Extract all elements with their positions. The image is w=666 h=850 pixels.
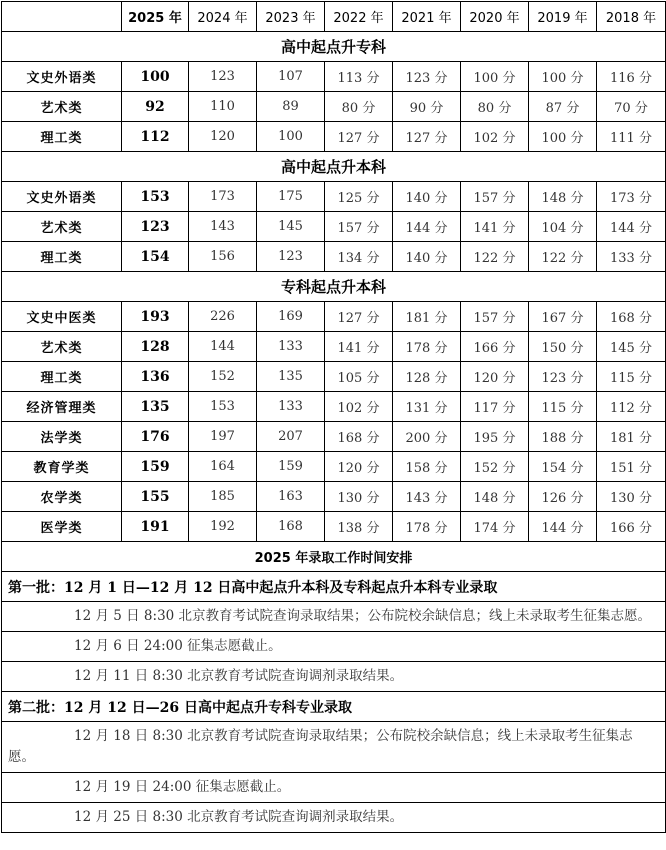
table-row <box>2 212 666 242</box>
score-cell: 89 <box>257 92 325 122</box>
category-cell: 理工类 <box>2 362 122 392</box>
category-cell: 文史外语类 <box>2 62 122 92</box>
table-row <box>2 122 666 152</box>
score-cell: 168 <box>257 512 325 542</box>
score-cell: 133 <box>257 332 325 362</box>
score-cell: 178 分 <box>393 512 461 542</box>
score-cell: 110 <box>189 92 257 122</box>
table-row <box>2 452 666 482</box>
score-cell: 115 分 <box>597 362 666 392</box>
score-cell: 152 分 <box>461 452 529 482</box>
score-cell: 145 分 <box>597 332 666 362</box>
schedule-item-text: 12 月 18 日 8:30 北京教育考试院查询录取结果；公布院校余缺信息；线上未录取考生征集志愿。 <box>8 728 633 765</box>
score-cell: 92 <box>122 92 189 122</box>
score-cell: 200 分 <box>393 422 461 452</box>
table-row <box>2 332 666 362</box>
schedule-item-row <box>2 602 666 632</box>
score-cell: 120 分 <box>325 452 393 482</box>
score-cell: 116 分 <box>597 62 666 92</box>
table-row <box>2 302 666 332</box>
score-cell: 122 分 <box>461 242 529 272</box>
score-cell: 117 分 <box>461 392 529 422</box>
table-row <box>2 182 666 212</box>
category-cell: 法学类 <box>2 422 122 452</box>
section-title: 高中起点升本科 <box>2 152 666 182</box>
score-cell: 80 分 <box>325 92 393 122</box>
score-cell: 144 分 <box>597 212 666 242</box>
score-cell: 100 <box>122 62 189 92</box>
score-cell: 145 <box>257 212 325 242</box>
table-row <box>2 242 666 272</box>
category-cell: 教育学类 <box>2 452 122 482</box>
score-cell: 112 <box>122 122 189 152</box>
header-cell-year: 2020 年 <box>461 2 529 32</box>
score-cell: 155 <box>122 482 189 512</box>
score-cell: 197 <box>189 422 257 452</box>
score-cell: 174 分 <box>461 512 529 542</box>
table-row <box>2 422 666 452</box>
score-cell: 102 分 <box>325 392 393 422</box>
header-cell-year: 2023 年 <box>257 2 325 32</box>
score-cell: 168 分 <box>325 422 393 452</box>
score-cell: 134 分 <box>325 242 393 272</box>
category-cell: 理工类 <box>2 122 122 152</box>
category-cell: 农学类 <box>2 482 122 512</box>
section-title: 高中起点升专科 <box>2 32 666 62</box>
score-cell: 167 分 <box>529 302 597 332</box>
section-title: 专科起点升本科 <box>2 272 666 302</box>
score-cell: 113 分 <box>325 62 393 92</box>
score-cell: 178 分 <box>393 332 461 362</box>
score-cell: 128 <box>122 332 189 362</box>
score-cell: 123 分 <box>393 62 461 92</box>
score-cell: 127 分 <box>393 122 461 152</box>
schedule-item-text: 12 月 25 日 8:30 北京教育考试院查询调剂录取结果。 <box>74 809 404 825</box>
score-cell: 158 分 <box>393 452 461 482</box>
table-row <box>2 62 666 92</box>
score-cell: 130 分 <box>325 482 393 512</box>
score-cell: 143 <box>189 212 257 242</box>
table-row <box>2 392 666 422</box>
batch-row <box>2 572 666 602</box>
score-cell: 100 <box>257 122 325 152</box>
table-row <box>2 482 666 512</box>
score-cell: 153 <box>189 392 257 422</box>
schedule-item-row <box>2 773 666 803</box>
score-cell: 154 分 <box>529 452 597 482</box>
schedule-item-text: 12 月 19 日 24:00 征集志愿截止。 <box>74 779 291 795</box>
score-cell: 166 分 <box>597 512 666 542</box>
schedule-title: 2025 年录取工作时间安排 <box>2 542 666 572</box>
category-cell: 文史外语类 <box>2 182 122 212</box>
score-cell: 154 <box>122 242 189 272</box>
score-cell: 159 <box>257 452 325 482</box>
category-cell: 艺术类 <box>2 92 122 122</box>
schedule-item-cell <box>2 773 666 803</box>
score-cell: 104 分 <box>529 212 597 242</box>
score-cell: 135 <box>257 362 325 392</box>
score-cell: 168 分 <box>597 302 666 332</box>
score-cell: 164 <box>189 452 257 482</box>
score-cell: 100 分 <box>461 62 529 92</box>
score-cell: 100 分 <box>529 122 597 152</box>
header-row <box>2 2 666 32</box>
score-cell: 144 分 <box>529 512 597 542</box>
schedule-item-cell <box>2 803 666 833</box>
schedule-item-row <box>2 662 666 692</box>
score-cell: 191 <box>122 512 189 542</box>
score-cell: 175 <box>257 182 325 212</box>
score-cell: 143 分 <box>393 482 461 512</box>
score-cell: 152 <box>189 362 257 392</box>
score-cell: 115 分 <box>529 392 597 422</box>
schedule-item-row <box>2 803 666 833</box>
score-cell: 127 分 <box>325 122 393 152</box>
category-cell: 经济管理类 <box>2 392 122 422</box>
table-body <box>2 2 666 833</box>
table-row <box>2 92 666 122</box>
score-cell: 192 <box>189 512 257 542</box>
header-cell-year: 2018 年 <box>597 2 666 32</box>
header-cell-year: 2025 年 <box>122 2 189 32</box>
score-cell: 136 <box>122 362 189 392</box>
score-cell: 159 <box>122 452 189 482</box>
score-cell: 131 分 <box>393 392 461 422</box>
score-cell: 144 <box>189 332 257 362</box>
score-cell: 181 分 <box>393 302 461 332</box>
schedule-item-text: 12 月 6 日 24:00 征集志愿截止。 <box>74 638 282 654</box>
category-cell: 文史中医类 <box>2 302 122 332</box>
category-cell: 艺术类 <box>2 332 122 362</box>
score-cell: 181 分 <box>597 422 666 452</box>
score-cell: 173 分 <box>597 182 666 212</box>
score-cell: 140 分 <box>393 182 461 212</box>
category-cell: 艺术类 <box>2 212 122 242</box>
score-cell: 148 分 <box>529 182 597 212</box>
header-cell-year: 2019 年 <box>529 2 597 32</box>
category-cell: 理工类 <box>2 242 122 272</box>
header-cell-year: 2021 年 <box>393 2 461 32</box>
score-cell: 141 分 <box>461 212 529 242</box>
score-cell: 123 分 <box>529 362 597 392</box>
batch-title: 第二批：12 月 12 日—26 日高中起点升专科专业录取 <box>2 692 666 722</box>
score-cell: 87 分 <box>529 92 597 122</box>
score-cell: 105 分 <box>325 362 393 392</box>
score-cell: 173 <box>189 182 257 212</box>
score-cell: 127 分 <box>325 302 393 332</box>
score-cell: 102 分 <box>461 122 529 152</box>
score-cell: 80 分 <box>461 92 529 122</box>
schedule-item-cell <box>2 602 666 632</box>
score-cell: 151 分 <box>597 452 666 482</box>
score-cell: 163 <box>257 482 325 512</box>
score-cell: 112 分 <box>597 392 666 422</box>
score-cell: 169 <box>257 302 325 332</box>
score-cell: 156 <box>189 242 257 272</box>
section-header-row <box>2 272 666 302</box>
table-row <box>2 512 666 542</box>
score-cell: 140 分 <box>393 242 461 272</box>
score-cell: 207 <box>257 422 325 452</box>
score-cell: 153 <box>122 182 189 212</box>
admission-score-table <box>1 1 666 833</box>
schedule-item-text: 12 月 5 日 8:30 北京教育考试院查询录取结果；公布院校余缺信息；线上未录取考生征集志愿。 <box>74 608 652 624</box>
score-cell: 166 分 <box>461 332 529 362</box>
score-cell: 111 分 <box>597 122 666 152</box>
score-cell: 157 分 <box>461 182 529 212</box>
score-cell: 120 分 <box>461 362 529 392</box>
schedule-item-cell <box>2 662 666 692</box>
score-cell: 135 <box>122 392 189 422</box>
category-cell: 医学类 <box>2 512 122 542</box>
section-header-row <box>2 32 666 62</box>
schedule-item-row <box>2 632 666 662</box>
score-cell: 123 <box>189 62 257 92</box>
schedule-item-cell <box>2 722 666 773</box>
score-cell: 157 分 <box>325 212 393 242</box>
score-cell: 123 <box>257 242 325 272</box>
batch-row <box>2 692 666 722</box>
score-cell: 150 分 <box>529 332 597 362</box>
score-cell: 133 <box>257 392 325 422</box>
score-cell: 125 分 <box>325 182 393 212</box>
batch-title: 第一批：12 月 1 日—12 月 12 日高中起点升本科及专科起点升本科专业录取 <box>2 572 666 602</box>
section-header-row <box>2 152 666 182</box>
score-cell: 193 <box>122 302 189 332</box>
score-cell: 176 <box>122 422 189 452</box>
score-cell: 120 <box>189 122 257 152</box>
score-cell: 130 分 <box>597 482 666 512</box>
header-cell-year: 2024 年 <box>189 2 257 32</box>
score-cell: 133 分 <box>597 242 666 272</box>
score-cell: 195 分 <box>461 422 529 452</box>
score-cell: 107 <box>257 62 325 92</box>
schedule-item-cell <box>2 632 666 662</box>
schedule-item-text: 12 月 11 日 8:30 北京教育考试院查询调剂录取结果。 <box>74 668 404 684</box>
score-cell: 126 分 <box>529 482 597 512</box>
schedule-item-row <box>2 722 666 773</box>
score-cell: 141 分 <box>325 332 393 362</box>
score-cell: 226 <box>189 302 257 332</box>
score-cell: 100 分 <box>529 62 597 92</box>
score-cell: 123 <box>122 212 189 242</box>
score-cell: 185 <box>189 482 257 512</box>
score-cell: 148 分 <box>461 482 529 512</box>
score-cell: 157 分 <box>461 302 529 332</box>
table-row <box>2 362 666 392</box>
header-cell-year: 2022 年 <box>325 2 393 32</box>
score-cell: 188 分 <box>529 422 597 452</box>
schedule-title-row <box>2 542 666 572</box>
score-cell: 144 分 <box>393 212 461 242</box>
score-cell: 122 分 <box>529 242 597 272</box>
header-cell-empty <box>2 2 122 32</box>
score-cell: 90 分 <box>393 92 461 122</box>
score-cell: 138 分 <box>325 512 393 542</box>
score-cell: 70 分 <box>597 92 666 122</box>
score-cell: 128 分 <box>393 362 461 392</box>
